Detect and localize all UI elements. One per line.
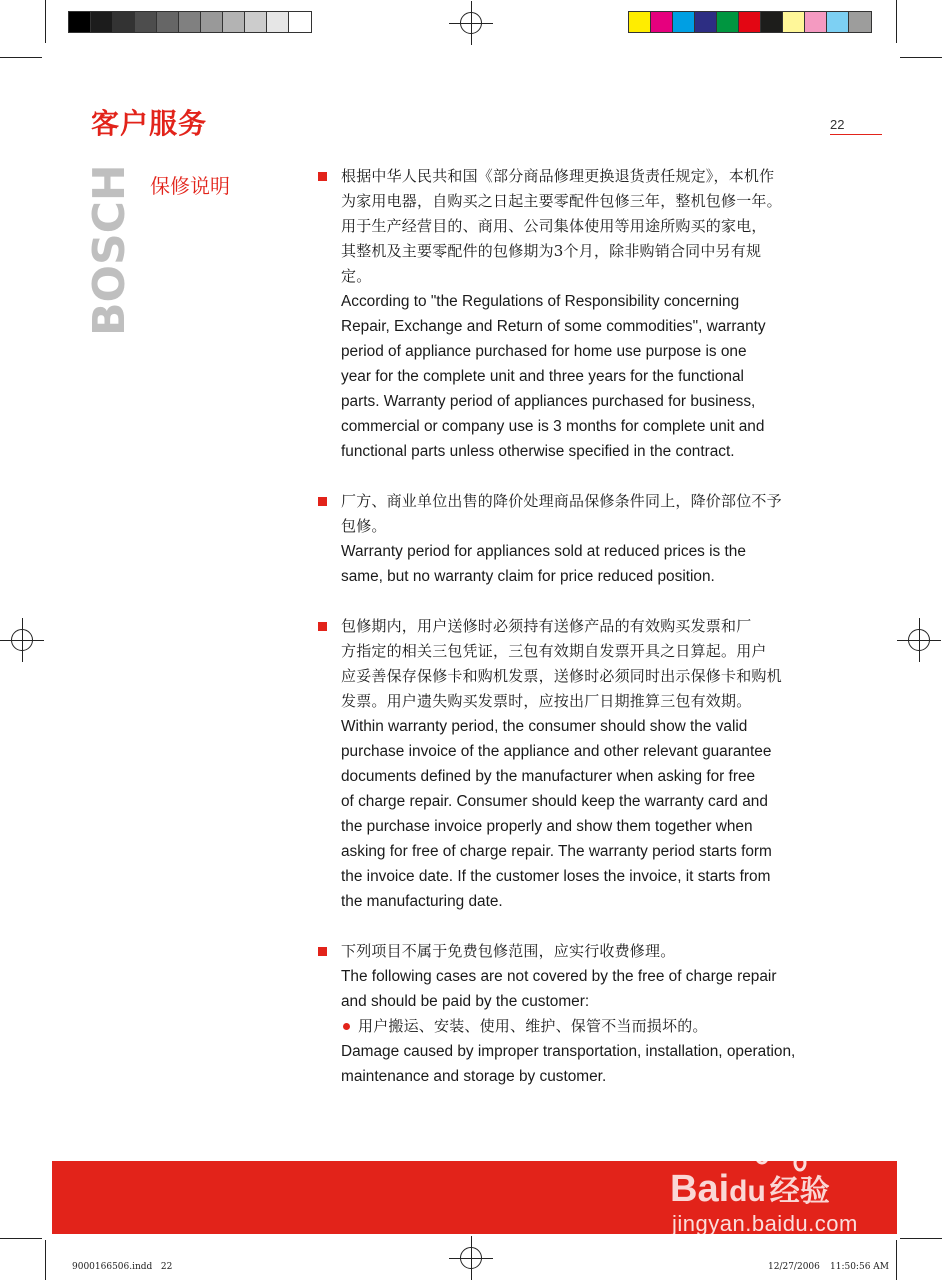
en-line: documents defined by the manufacturer when asking for free xyxy=(341,768,756,785)
zh-line: 其整机及主要零配件的包修期为3个月，除非购销合同中另有规 xyxy=(341,242,762,260)
bullet-square-icon xyxy=(318,172,327,181)
gray-swatch-strip xyxy=(68,11,312,33)
warranty-item-1 xyxy=(341,164,819,464)
en-line: the invoice date. If the customer loses the invoice, it starts from xyxy=(341,868,771,885)
en-line: of charge repair. Consumer should keep the warranty card and xyxy=(341,793,768,810)
baidu-logo-du: du xyxy=(729,1175,766,1208)
gray-swatch-9 xyxy=(267,12,289,32)
en-line: and should be paid by the customer: xyxy=(341,993,590,1010)
registration-mark-left xyxy=(11,629,33,651)
bullet-square-icon xyxy=(318,622,327,631)
baidu-watermark-url: jingyan.baidu.com xyxy=(672,1211,858,1236)
slug-date: 12/27/2006 xyxy=(768,1262,820,1272)
en-line: commercial or company use is 3 months for complete unit and xyxy=(341,418,765,435)
gray-swatch-2 xyxy=(113,12,135,32)
gray-swatch-0 xyxy=(69,12,91,32)
color-swatch-8 xyxy=(805,12,827,32)
baidu-watermark-logo xyxy=(670,1166,830,1211)
zh-line: 包修。 xyxy=(341,517,387,535)
warranty-item-2 xyxy=(341,489,819,589)
zh-line: 下列项目不属于免费包修范围，应实行收费修理。 xyxy=(341,942,676,960)
en-line: same, but no warranty claim for price reduced position. xyxy=(341,568,715,585)
page-title: 客户服务 xyxy=(91,107,208,140)
crop-mark-tr-h xyxy=(900,57,942,58)
zh-line: 应妥善保存保修卡和购机发票，送修时必须同时出示保修卡和购机 xyxy=(341,667,782,685)
color-swatch-10 xyxy=(849,12,871,32)
gray-swatch-4 xyxy=(157,12,179,32)
page-number: 22 xyxy=(830,117,845,132)
en-line: the manufacturing date. xyxy=(341,893,503,910)
zh-line: 为家用电器，自购买之日起主要零配件包修三年，整机包修一年。 xyxy=(341,192,782,210)
warranty-content xyxy=(341,164,819,1114)
crop-mark-bl-v xyxy=(45,1240,46,1280)
bullet-dot-icon xyxy=(343,1023,350,1030)
gray-swatch-7 xyxy=(223,12,245,32)
zh-line: 定。 xyxy=(341,267,372,285)
en-line: parts. Warranty period of appliances purchased for business, xyxy=(341,393,756,410)
zh-line: 包修期内，用户送修时必须持有送修产品的有效购买发票和厂 xyxy=(341,617,752,635)
crop-mark-tl-v xyxy=(45,0,46,43)
en-line: maintenance and storage by customer. xyxy=(341,1068,607,1085)
crop-mark-tl-h xyxy=(0,57,42,58)
en-line: asking for free of charge repair. The warranty period starts form xyxy=(341,843,772,860)
crop-mark-tr-v xyxy=(896,0,897,43)
color-swatch-strip xyxy=(628,11,872,33)
en-line: Warranty period for appliances sold at reduced prices is the xyxy=(341,543,746,560)
color-swatch-2 xyxy=(673,12,695,32)
crop-mark-br-h xyxy=(900,1238,942,1239)
gray-swatch-10 xyxy=(289,12,311,32)
color-swatch-0 xyxy=(629,12,651,32)
crop-mark-br-v xyxy=(896,1240,897,1280)
crop-mark-bl-h xyxy=(0,1238,42,1239)
warranty-subheading: 保修说明 xyxy=(150,174,230,198)
registration-mark-right xyxy=(908,629,930,651)
en-line: Within warranty period, the consumer should show the valid xyxy=(341,718,748,735)
en-line: period of appliance purchased for home use purpose is one xyxy=(341,343,747,360)
registration-mark-bottom xyxy=(460,1247,482,1269)
gray-swatch-5 xyxy=(179,12,201,32)
zh-line: 方指定的相关三包凭证，三包有效期自发票开具之日算起。用户 xyxy=(341,642,767,660)
brand-logo-bosch: BOSCH xyxy=(84,164,135,336)
color-swatch-3 xyxy=(695,12,717,32)
en-line: year for the complete unit and three years for the functional xyxy=(341,368,744,385)
zh-line: 根据中华人民共和国《部分商品修理更换退货责任规定》，本机作 xyxy=(341,167,775,185)
bullet-square-icon xyxy=(318,497,327,506)
registration-mark-top xyxy=(460,12,482,34)
en-line: the purchase invoice properly and show them together when xyxy=(341,818,753,835)
baidu-logo-cn: 经验 xyxy=(769,1174,830,1209)
warranty-item-4 xyxy=(341,939,819,1089)
en-line: functional parts unless otherwise specified in the contract. xyxy=(341,443,735,460)
color-swatch-6 xyxy=(761,12,783,32)
color-swatch-5 xyxy=(739,12,761,32)
bullet-square-icon xyxy=(318,947,327,956)
en-line: Damage caused by improper transportation, installation, operation, xyxy=(341,1043,796,1060)
slug-file: 9000166506.indd 22 xyxy=(72,1262,173,1272)
color-swatch-9 xyxy=(827,12,849,32)
zh-line: 厂方、商业单位出售的降价处理商品保修条件同上，降价部位不予 xyxy=(341,492,782,510)
en-line: Repair, Exchange and Return of some commodities", warranty xyxy=(341,318,766,335)
gray-swatch-8 xyxy=(245,12,267,32)
en-line: The following cases are not covered by the free of charge repair xyxy=(341,968,777,985)
zh-line: 发票。用户遗失购买发票时，应按出厂日期推算三包有效期。 xyxy=(341,692,752,710)
color-swatch-4 xyxy=(717,12,739,32)
page-number-underline xyxy=(830,134,882,135)
color-swatch-7 xyxy=(783,12,805,32)
gray-swatch-3 xyxy=(135,12,157,32)
sub-bullet-zh xyxy=(341,1014,819,1039)
warranty-item-3 xyxy=(341,614,819,914)
en-line: According to "the Regulations of Responsibility concerning xyxy=(341,293,740,310)
zh-line: 用于生产经营目的、商用、公司集体使用等用途所购买的家电， xyxy=(341,217,767,235)
baidu-logo-bai: Bai xyxy=(670,1168,730,1210)
en-line: purchase invoice of the appliance and other relevant guarantee xyxy=(341,743,772,760)
color-swatch-1 xyxy=(651,12,673,32)
gray-swatch-1 xyxy=(91,12,113,32)
slug-time: 11:50:56 AM xyxy=(830,1262,889,1272)
gray-swatch-6 xyxy=(201,12,223,32)
sub-bullet-zh-text: 用户搬运、安装、使用、维护、保管不当而损坏的。 xyxy=(358,1017,708,1035)
